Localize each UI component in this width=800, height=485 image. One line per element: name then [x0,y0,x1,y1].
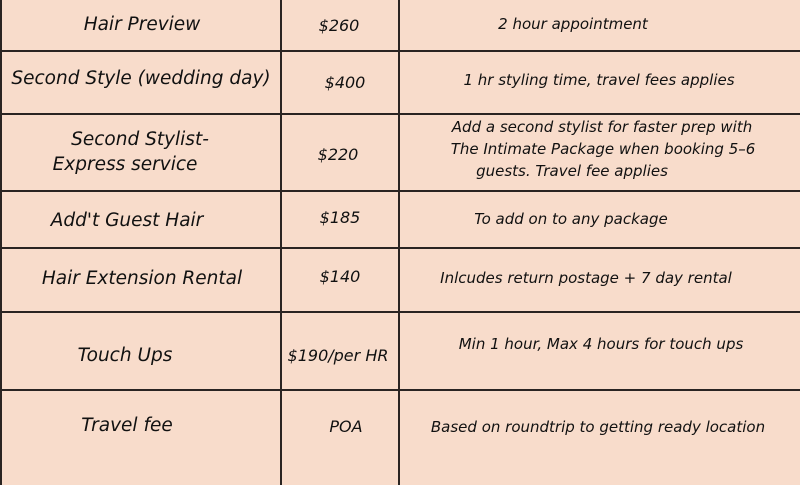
service-price: $185 [319,208,361,227]
service-price: POA [329,417,363,436]
service-description: 2 hour appointment [498,15,648,33]
service-description-line: Add a second stylist for faster prep with [451,118,753,136]
service-description: Based on roundtrip to getting ready location [430,418,766,436]
service-name: Touch Ups [77,345,173,366]
service-name: Hair Extension Rental [41,268,243,289]
service-price: $190/per HR [287,346,389,365]
service-description: 1 hr styling time, travel fees applies [463,71,735,89]
column-divider [280,0,282,485]
service-price: $140 [319,267,361,286]
row-divider [0,389,800,391]
service-name: Second Style (wedding day) [11,68,271,89]
row-divider [0,247,800,249]
service-price: $400 [324,73,366,92]
service-description: To add on to any package [474,210,668,228]
service-description: Inlcudes return postage + 7 day rental [440,269,732,287]
service-name: Hair Preview [83,14,201,35]
row-divider [0,311,800,313]
service-description: Min 1 hour, Max 4 hours for touch ups [458,335,744,353]
service-name-line: Second Stylist- [71,129,209,150]
row-divider [0,113,800,115]
service-description-line: The Intimate Package when booking 5–6 [450,140,756,158]
row-divider [0,50,800,52]
column-divider [398,0,400,485]
service-name-line: Express service [52,154,198,175]
service-name: Add't Guest Hair [50,210,204,231]
service-description-line: guests. Travel fee applies [476,162,668,180]
column-divider [0,0,2,485]
service-price: $260 [318,16,360,35]
service-name: Travel fee [81,415,173,436]
row-divider [0,190,800,192]
service-price: $220 [317,145,359,164]
